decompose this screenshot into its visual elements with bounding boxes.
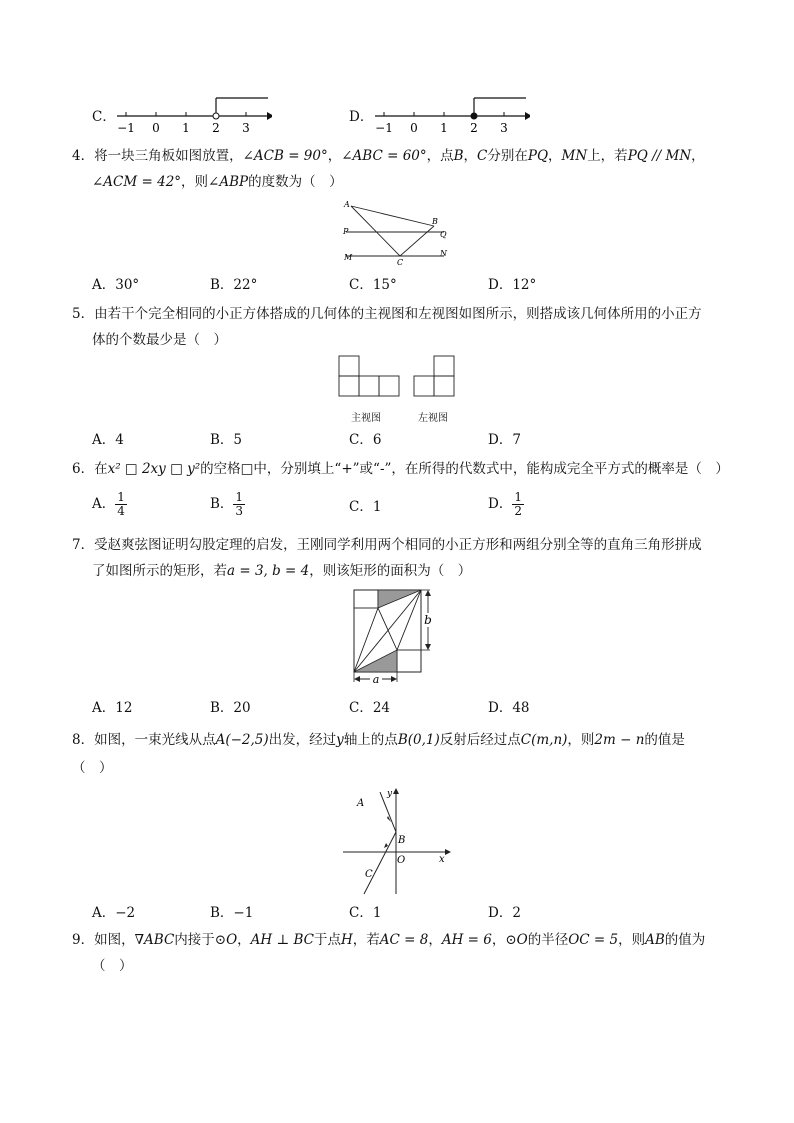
q7-number: 7． — [72, 537, 95, 553]
fig-label-y: y — [387, 789, 393, 799]
q4-option-c[interactable] — [349, 276, 397, 294]
q7-figure — [348, 586, 448, 688]
option-value: 12° — [512, 277, 537, 293]
numerator: 1 — [235, 490, 244, 504]
q9-math: AH = 6 — [441, 932, 492, 948]
option-label: C． — [349, 432, 373, 448]
fig-label-o: O — [397, 855, 406, 866]
option-value: −2 — [115, 905, 136, 921]
option-label: A． — [92, 277, 116, 293]
fig-label-m: M — [344, 253, 353, 262]
q4-text: ，点 — [426, 148, 454, 164]
option-label: D． — [488, 277, 513, 293]
q9-line2: （ ） — [92, 958, 133, 974]
q9-text: 于点 — [313, 932, 341, 948]
option-value: 2 — [512, 905, 521, 921]
q7-text: 受赵爽弦图证明勾股定理的启发，王刚同学利用两个相同的小正方形和两组分别全等的直角三角形拼成 — [94, 537, 702, 553]
q3-option-d-numberline — [370, 94, 530, 136]
q7-option-a[interactable] — [92, 699, 132, 717]
option-label: A． — [92, 432, 116, 448]
fig-label-a: a — [372, 673, 380, 686]
fig-label-b: B — [398, 835, 406, 846]
option-fraction — [115, 491, 127, 518]
option-value: 48 — [512, 700, 530, 716]
q9-text: ， — [237, 932, 251, 948]
q4-text: 将一块三角板如图放置， — [94, 148, 243, 164]
q9-text: ， — [491, 932, 506, 948]
option-fraction — [233, 491, 245, 518]
q9-math: ⊙O — [214, 932, 238, 948]
q7-option-b[interactable] — [210, 699, 251, 717]
option-label: B． — [210, 905, 234, 921]
q9-math: AB — [645, 932, 665, 948]
q4-math: PQ — [527, 148, 549, 164]
option-label: C． — [349, 499, 373, 515]
q8-number: 8． — [72, 732, 95, 748]
tick-label: −1 — [375, 121, 393, 135]
q5-number: 5． — [72, 306, 95, 322]
q9-math: ∇ABC — [134, 932, 175, 948]
fig-label-c: C — [397, 258, 404, 266]
fig-label-q: Q — [440, 230, 447, 239]
denominator: 3 — [235, 504, 244, 518]
q8-option-d[interactable] — [488, 904, 521, 922]
q6-option-a[interactable] — [92, 491, 127, 518]
q8-option-b[interactable] — [210, 904, 253, 922]
q7-option-d[interactable] — [488, 699, 530, 717]
q9-text: ， — [428, 932, 442, 948]
q6-option-c[interactable] — [349, 498, 381, 516]
q5-line2: 体的个数最少是（ ） — [92, 332, 227, 348]
q9-line1 — [72, 930, 705, 950]
q9-math: H — [340, 932, 353, 948]
q3-option-c-numberline — [112, 94, 272, 136]
q4-text: ， — [463, 148, 478, 164]
q7-option-c[interactable] — [349, 699, 390, 717]
q7-math: a = 3, b = 4 — [227, 563, 310, 579]
q7-line1 — [72, 535, 702, 555]
q9-text: 的半径 — [527, 932, 569, 948]
q6-option-b[interactable] — [210, 491, 245, 518]
fig-label-a: A — [357, 798, 365, 809]
option-value: 1 — [372, 499, 382, 515]
q4-math: MN — [561, 148, 588, 164]
q9-math: AC = 8 — [379, 932, 429, 948]
option-value: 5 — [233, 432, 243, 448]
fig-label-b: B — [432, 217, 438, 226]
option-value: −1 — [233, 905, 254, 921]
q9-number: 9． — [72, 932, 95, 948]
tick-label: −1 — [117, 121, 135, 135]
q4-math: ∠ACB = 90° — [242, 148, 328, 164]
q8-figure — [340, 786, 455, 898]
option-value: 22° — [233, 277, 258, 293]
q8-text: 反射后经过点 — [439, 732, 521, 748]
q8-text: ，则 — [567, 732, 595, 748]
q4-option-a[interactable] — [92, 276, 139, 294]
q4-figure — [338, 198, 458, 266]
option-value: 20 — [233, 700, 251, 716]
tick-label: 0 — [152, 121, 160, 135]
option-label: A． — [92, 905, 116, 921]
option-value: 7 — [512, 432, 521, 448]
tick-label: 0 — [410, 121, 418, 135]
fig-label-c: C — [365, 869, 373, 880]
q4-option-d[interactable] — [488, 276, 536, 294]
q4-text: 上，若 — [587, 148, 628, 164]
option-value: 30° — [115, 277, 140, 293]
q8-line2: （ ） — [72, 760, 113, 776]
q6-number: 6． — [72, 461, 95, 477]
q5-caption-left: 左视图 — [418, 413, 448, 424]
option-value: 24 — [372, 700, 391, 716]
q9-text: ，若 — [352, 932, 380, 948]
option-label: D． — [488, 905, 513, 921]
q4-text: ， — [548, 148, 562, 164]
q8-text: 出发，经过 — [268, 732, 337, 748]
denominator: 2 — [514, 504, 522, 518]
option-label: C． — [349, 905, 373, 921]
option-value: 1 — [372, 905, 382, 921]
q9-text: 内接于 — [174, 932, 215, 948]
q8-line1 — [72, 730, 685, 750]
q3-option-d-label: D． — [349, 109, 374, 125]
q4-text: ，则 — [181, 174, 209, 190]
numerator: 1 — [117, 490, 125, 504]
fig-label-p: P — [343, 227, 349, 236]
q4-line1 — [72, 146, 705, 166]
option-label: A． — [92, 700, 116, 716]
tick-label: 2 — [212, 121, 220, 135]
option-label: D． — [488, 700, 513, 716]
tick-label: 3 — [500, 121, 508, 135]
q9-math: OC = 5 — [568, 932, 619, 948]
q8-option-c[interactable] — [349, 904, 381, 922]
q9-text: 的值为 — [664, 932, 706, 948]
q5-figure — [338, 355, 468, 400]
q9-math: AH ⊥ BC — [250, 932, 314, 948]
q9-text: ，则 — [618, 932, 646, 948]
q9-math: ⊙O — [505, 932, 528, 948]
tick-label: 3 — [242, 121, 250, 135]
fig-label-n: N — [440, 249, 447, 258]
q6-option-d[interactable] — [488, 491, 524, 518]
q6-line — [72, 459, 729, 479]
q4-number: 4． — [72, 148, 95, 164]
q4-text: ， — [327, 148, 342, 164]
q6-text: 的空格□中，分别填上“+”或“-”，在所得的代数式中，能构成完全平方式的概率是（ ） — [200, 461, 729, 477]
tick-label: 1 — [440, 121, 448, 135]
option-label: C． — [349, 277, 373, 293]
q5-option-c[interactable] — [349, 431, 381, 449]
option-value: 4 — [115, 432, 124, 448]
numerator: 1 — [514, 490, 522, 504]
q4-text: 的度数为（ ） — [248, 174, 343, 190]
q8-math: 2m − n — [594, 732, 645, 748]
q8-text: 轴上的点 — [343, 732, 398, 748]
q5-text: 由若干个完全相同的小正方体搭成的几何体的主视图和左视图如图所示，则搭成该几何体所用的小正方 — [94, 306, 702, 322]
q8-text: 如图，一束光线从点 — [94, 732, 216, 748]
option-label: D． — [488, 496, 513, 512]
option-value: 12 — [115, 700, 133, 716]
option-label: A． — [92, 496, 116, 512]
q7-line2 — [92, 561, 471, 581]
fig-label-x: x — [439, 854, 445, 865]
q8-math: y — [336, 732, 344, 748]
q8-math: B(0,1) — [397, 732, 440, 748]
q4-math: PQ // MN — [627, 148, 692, 164]
q7-text: 了如图所示的矩形，若 — [92, 563, 227, 579]
q4-math: C — [477, 148, 488, 164]
q9-text: 如图， — [94, 932, 135, 948]
q5-caption-front: 主视图 — [351, 413, 381, 424]
q4-line2 — [92, 172, 343, 192]
q4-option-b[interactable] — [210, 276, 257, 294]
option-label: B． — [210, 277, 234, 293]
fig-label-b: b — [424, 613, 432, 627]
q4-text: 分别在 — [487, 148, 528, 164]
option-value: 15° — [372, 277, 397, 293]
q8-option-a[interactable] — [92, 904, 135, 922]
q8-math: A(−2,5) — [215, 732, 269, 748]
q8-math: C(m,n) — [520, 732, 568, 748]
q5-line1 — [72, 304, 702, 324]
q4-math: B — [453, 148, 464, 164]
q4-math: ∠ABP — [208, 174, 249, 190]
option-label: B． — [210, 700, 234, 716]
q5-option-b[interactable] — [210, 431, 242, 449]
option-value: 6 — [372, 432, 382, 448]
q4-math: ∠ACM = 42° — [92, 174, 182, 190]
fig-label-a: A — [344, 200, 350, 209]
option-label: D． — [488, 432, 513, 448]
denominator: 4 — [117, 504, 125, 518]
q7-text: ，则该矩形的面积为（ ） — [309, 563, 472, 579]
q4-text: ， — [691, 148, 705, 164]
q5-option-d[interactable] — [488, 431, 521, 449]
q5-option-a[interactable] — [92, 431, 124, 449]
option-label: B． — [210, 432, 234, 448]
q4-math: ∠ABC = 60° — [341, 148, 427, 164]
option-label: B． — [210, 496, 234, 512]
option-fraction — [512, 491, 524, 518]
q8-text: 的值是 — [644, 732, 685, 748]
tick-label: 2 — [470, 121, 478, 135]
q6-math: x² □ 2xy □ y² — [107, 461, 201, 477]
q6-text: 在 — [94, 461, 108, 477]
tick-label: 1 — [182, 121, 190, 135]
option-label: C． — [349, 700, 373, 716]
q3-option-c-label: C． — [92, 109, 116, 125]
